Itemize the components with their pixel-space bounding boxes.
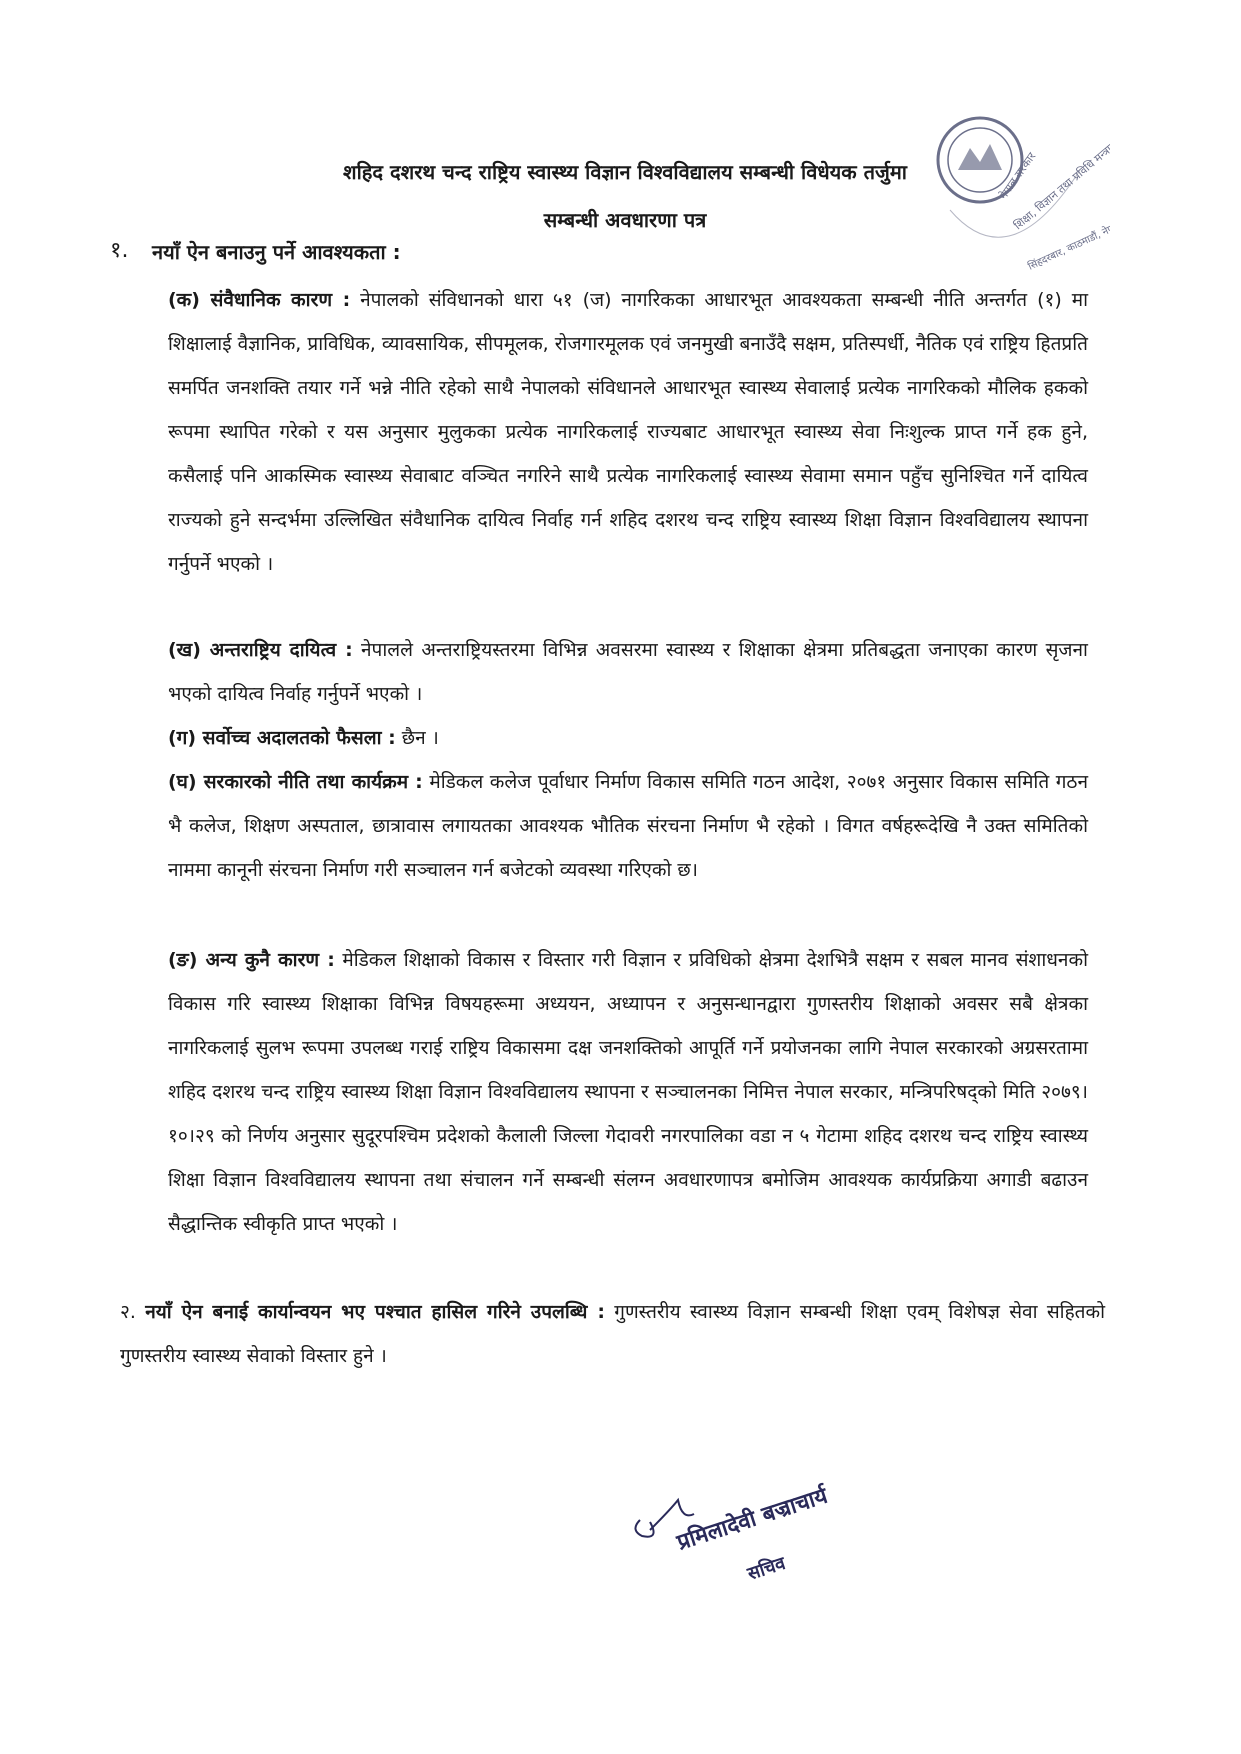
- stamp-line3: सिंहदरबार, काठमाडौं, नेपाल: [1026, 219, 1110, 273]
- item-gha: [168, 760, 1088, 892]
- item-kha: [168, 628, 1088, 716]
- signature-name: प्रमिलादेवी बज्राचार्य: [674, 1483, 831, 1556]
- item-gha-text: मेडिकल कलेज पूर्वाधार निर्माण विकास समिति गठन आदेश, २०७१ अनुसार विकास समिति गठन भै कलेज, शिक्षण अस्पताल, छात्रावास लगायतका आवश्यक भौतिक संरचना निर्माण भै रहेको । विगत वर्षहरूदेखि नै उक्त समितिको नाममा कानूनी संरचना निर्माण गरी सञ्चालन गर्न बजेटको व्यवस्था गरिएको छ।: [168, 771, 1089, 881]
- nepal-government-seal-icon: [910, 110, 1110, 290]
- item-kha-text: नेपालले अन्तराष्ट्रियस्तरमा विभिन्न अवसरमा स्वास्थ्य र शिक्षाका क्षेत्रमा प्रतिबद्धता जनाएका कारण सृजना भएको दायित्व निर्वाह गर्नुपर्ने भएको ।: [168, 639, 1088, 705]
- item-ka-text: नेपालको संविधानको धारा ५१ (ज) नागरिकका आधारभूत आवश्यकता सम्बन्धी नीति अन्तर्गत (१) मा शिक्षालाई वैज्ञानिक, प्राविधिक, व्यावसायिक, सीपमूलक, रोजगारमूलक एवं जनमुखी बनाउँदै सक्षम, प्रतिस्पर्धी, नैतिक एवं राष्ट्रिय हितप्रति समर्पित जनशक्ति तयार गर्ने भन्ने नीति रहेको साथै नेपालको संविधानले आधारभूत स्वास्थ्य सेवालाई प्रत्येक नागरिकको मौलिक हकको रूपमा स्थापित गरेको र यस अनुसार मुलुकका प्रत्येक नागरिकलाई राज्यबाट आधारभूत स्वास्थ्य सेवा निःशुल्क प्राप्त गर्ने हक हुने, कसैलाई पनि आकस्मिक स्वास्थ्य सेवाबाट वञ्चित नगरिने साथै प्रत्येक नागरिकलाई स्वास्थ्य सेवामा समान पहुँच सुनिश्चित गर्ने दायित्व राज्यको हुने सन्दर्भमा उल्लिखित संवैधानिक दायित्व निर्वाह गर्न शहिद दशरथ चन्द राष्ट्रिय स्वास्थ्य शिक्षा विज्ञान विश्वविद्यालय स्थापना गर्नुपर्ने भएको ।: [168, 289, 1088, 575]
- item-ka: [168, 278, 1088, 586]
- section2: [120, 1290, 1105, 1378]
- signature-block: [620, 1470, 880, 1640]
- item-kha-label: (ख) अन्तराष्ट्रिय दायित्व :: [168, 639, 353, 661]
- document-title-line1: शहिद दशरथ चन्द राष्ट्रिय स्वास्थ्य विज्ञान विश्वविद्यालय सम्बन्धी विधेयक तर्जुमा: [343, 160, 907, 184]
- item-ga-label: (ग) सर्वोच्च अदालतको फैसला :: [168, 727, 396, 749]
- item-ga-text: छैन ।: [401, 727, 439, 749]
- section1-heading: नयाँ ऐन बनाउनु पर्ने आवश्यकता :: [152, 240, 401, 264]
- official-stamp: [910, 110, 1110, 290]
- item-nga-text: मेडिकल शिक्षाको विकास र विस्तार गरी विज्ञान र प्रविधिको क्षेत्रमा देशभित्रै सक्षम र सबल मानव संशाधनको विकास गरि स्वास्थ्य शिक्षाका विभिन्न विषयहरूमा अध्ययन, अध्यापन र अनुसन्धानद्वारा गुणस्तरीय शिक्षाको अवसर सबै क्षेत्रका नागरिकलाई सुलभ रूपमा उपलब्ध गराई राष्ट्रिय विकासमा दक्ष जनशक्तिको आपूर्ति गर्ने प्रयोजनका लागि नेपाल सरकारको अग्रसरतामा शहिद दशरथ चन्द राष्ट्रिय स्वास्थ्य शिक्षा विज्ञान विश्वविद्यालय स्थापना र सञ्चालनका निमित्त नेपाल सरकार, मन्त्रिपरिषद्को मिति २०७९।१०।२९ को निर्णय अनुसार सुदूरपश्चिम प्रदेशको कैलाली जिल्ला गेदावरी नगरपालिका वडा न ५ गेटामा शहिद दशरथ चन्द राष्ट्रिय स्वास्थ्य शिक्षा विज्ञान विश्वविद्यालय स्थापना तथा संचालन गर्ने सम्बन्धी संलग्न अवधारणापत्र बमोजिम आवश्यक कार्यप्रक्रिया अगाडी बढाउन सैद्धान्तिक स्वीकृति प्राप्त भएको ।: [168, 949, 1088, 1235]
- item-gha-label: (घ) सरकारको नीति तथा कार्यक्रम :: [168, 771, 423, 793]
- signature-title: सचिव: [745, 1552, 788, 1585]
- stamp-line1: नेपाल सरकार: [996, 150, 1039, 202]
- item-ka-label: (क) संवैधानिक कारण :: [168, 289, 351, 311]
- section2-number: २.: [120, 1301, 136, 1323]
- item-nga: [168, 938, 1088, 1246]
- section1-number: १.: [110, 238, 129, 263]
- stamp-line2: शिक्षा, विज्ञान तथा प्रविधि मन्त्रालय: [1011, 134, 1110, 233]
- section2-label: नयाँ ऐन बनाई कार्यान्वयन भए पश्चात हासिल गरिने उपलब्धि :: [145, 1301, 605, 1323]
- section2-text: गुणस्तरीय स्वास्थ्य विज्ञान सम्बन्धी शिक्षा एवम् विशेषज्ञ सेवा सहितको गुणस्तरीय स्वास्थ्य सेवाको विस्तार हुने ।: [120, 1301, 1106, 1367]
- document-title-line2: सम्बन्धी अवधारणा पत्र: [543, 208, 707, 232]
- item-nga-label: (ङ) अन्य कुनै कारण :: [168, 949, 335, 971]
- document-page: [110, 100, 1130, 1670]
- item-ga: [168, 716, 1088, 760]
- handwritten-signature-icon: [620, 1470, 880, 1640]
